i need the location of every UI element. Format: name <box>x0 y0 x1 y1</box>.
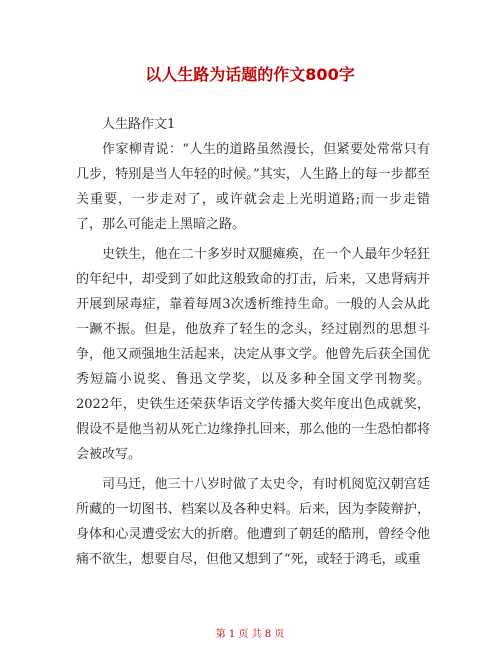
body-paragraph: 史铁生，他在二十多岁时双腿瘫痪，在一个人最年少轻狂的年纪中，却受到了如此这般致命的打击，后来，又患肾病并开展到尿毒症，靠着每周3次透析维持生命。一般的人会从此一蹶不振。但是，他放弃了轻生的念头，经过剧烈的思想斗争，他又顽强地生活起来，决定从事文学。他曾先后获全国优秀短篇小说奖、鲁迅文学奖，以及多种全国文学刊物奖。2022年，史铁生还荣获华语文学传播大奖年度出色成就奖，假设不是他当初从死亡边缘挣扎回来，那么他的一生恐怕都将会被改写。 <box>76 247 430 462</box>
document-body <box>76 112 430 577</box>
document-title: 以人生路为话题的作文800字 <box>145 65 355 84</box>
body-paragraph: 司马迁，他三十八岁时做了太史令，有时机阅览汉朝宫廷所藏的一切图书、档案以及各种史料。后来，因为李陵辩护，身体和心灵遭受宏大的折磨。他遭到了朝廷的酷刑，曾经令他痛不欲生，想要自尽，但他又想到了“死，或轻于鸿毛，或重 <box>76 477 430 567</box>
body-paragraph: 作家柳青说：“人生的道路虽然漫长，但紧要处常常只有几步，特别是当人年轻的时候。”其实，人生路上的每一步都至关重要，一步走对了，或许就会走上光明道路;而一步走错了，那么可能走上黑暗之路。 <box>76 142 430 232</box>
section-heading: 人生路作文1 <box>102 117 176 132</box>
page-number-footer: 第 1 页 共 8 页 <box>215 629 285 640</box>
